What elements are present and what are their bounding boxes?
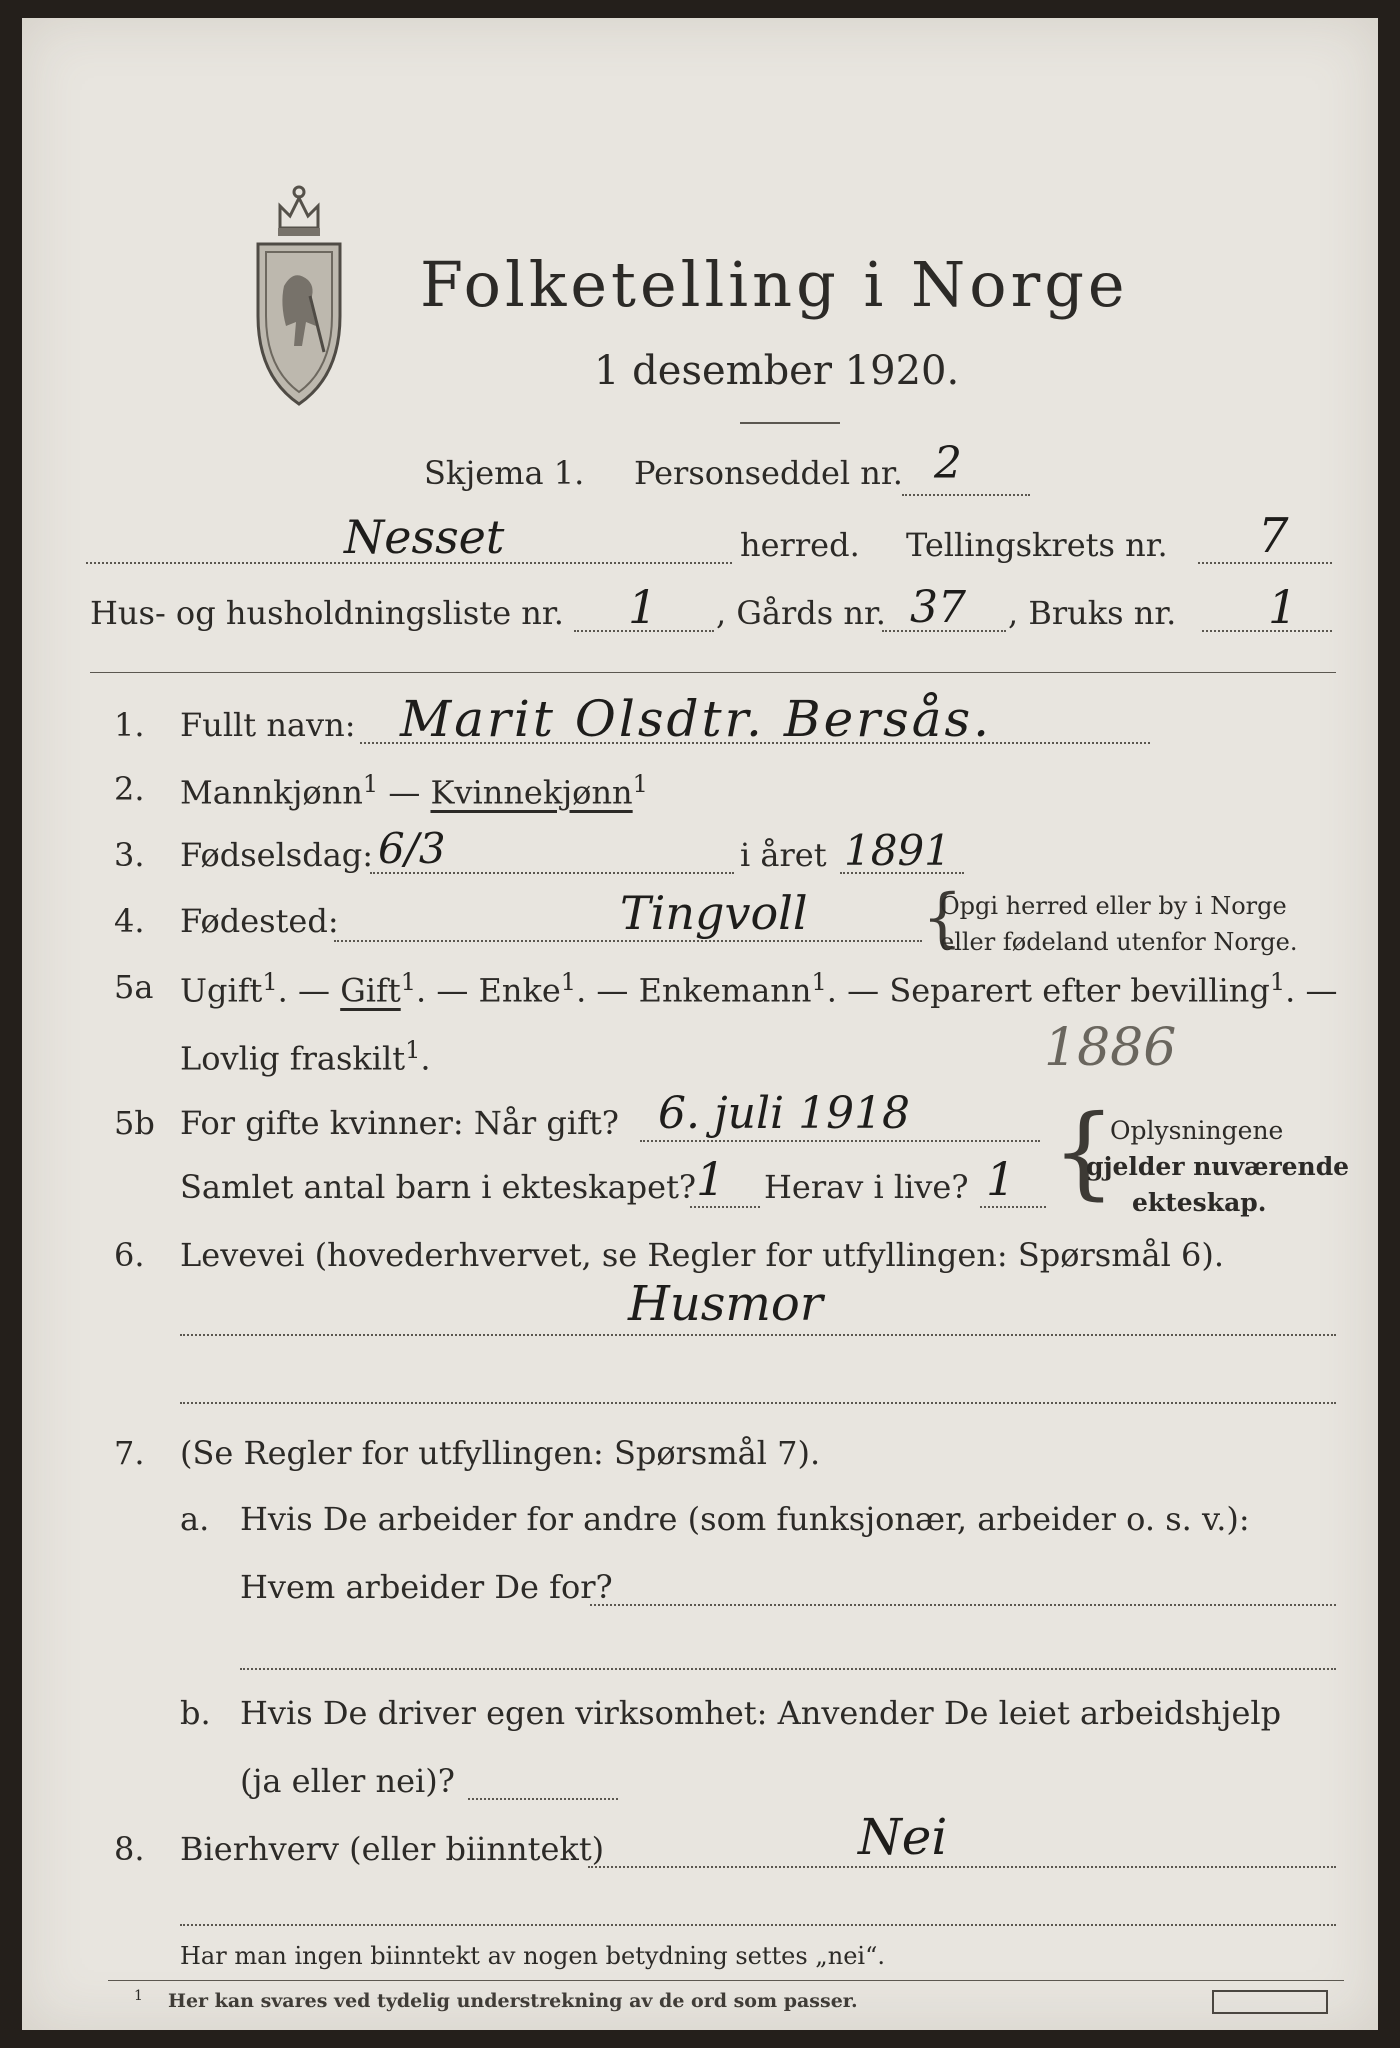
- hus-value: 1: [628, 580, 658, 634]
- married-when-label: For gifte kvinner: Når gift?: [180, 1104, 619, 1142]
- full-name-label: Fullt navn:: [180, 706, 356, 744]
- marriage-note-3: ekteskap.: [1132, 1188, 1267, 1217]
- skjema-label: Skjema 1.: [424, 454, 585, 492]
- birthplace-note-2: eller fødeland utenfor Norge.: [940, 928, 1298, 956]
- gards-label: , Gårds nr.: [716, 594, 886, 632]
- birthplace-note-1: Opgi herred eller by i Norge: [940, 892, 1287, 920]
- male-option: Mannkjønn: [180, 773, 363, 812]
- footer-divider: [108, 1980, 1344, 1981]
- married-when-line: [640, 1140, 1040, 1142]
- marital-status-options: Ugift$^1$. — Gift$^1$. — Enke$^1$. — Enkemann$^1$. — Separert efter bevilling$^1$. —: [180, 968, 1338, 1010]
- pencil-annotation: 1886: [1044, 1018, 1177, 1078]
- marriage-note-2: gjelder nuværende: [1086, 1152, 1350, 1181]
- birthplace-line: [334, 940, 922, 942]
- employer-line-1: [590, 1604, 1336, 1606]
- occupation-label: Levevei (hovederhvervet, se Regler for utfyllingen: Spørsmål 6).: [180, 1236, 1225, 1274]
- alive-label: Herav i live?: [764, 1168, 969, 1206]
- married-option-selected: Gift: [340, 971, 401, 1010]
- hired-help-line: [468, 1798, 618, 1800]
- birthdate-label: Fødselsdag:: [180, 836, 374, 874]
- personseddel-label: Personseddel nr.: [634, 454, 903, 492]
- sex-options: Mannkjønn$^1$ — Kvinnekjønn$^1$: [180, 770, 648, 812]
- children-label: Samlet antal barn i ekteskapet?: [180, 1168, 697, 1206]
- occupation-value: Husmor: [628, 1276, 823, 1332]
- birthplace-brace: {: [922, 881, 963, 955]
- personseddel-line: [902, 494, 1030, 496]
- census-date: 1 desember 1920.: [594, 348, 960, 394]
- marriage-note-brace: {: [1052, 1093, 1116, 1210]
- q7-number: 7.: [114, 1434, 145, 1472]
- footnote-text: Her kan svares ved tydelig understrekning av de ord som passer.: [168, 1990, 858, 2012]
- footnote-mark: 1: [134, 1988, 143, 2004]
- alive-line: [980, 1206, 1046, 1208]
- q3-number: 3.: [114, 836, 145, 874]
- employer-label: Hvem arbeider De for?: [240, 1568, 613, 1606]
- printer-stamp: [1212, 1990, 1328, 2014]
- herred-value: Nesset: [344, 510, 505, 564]
- title-divider: [740, 422, 840, 424]
- q8-number: 8.: [114, 1830, 145, 1868]
- divorced-option: Lovlig fraskilt$^1$.: [180, 1036, 431, 1078]
- q7b-number: b.: [180, 1694, 211, 1732]
- tellingskrets-label: Tellingskrets nr.: [906, 526, 1168, 564]
- gards-value: 37: [910, 582, 966, 633]
- tellingskrets-value: 7: [1258, 508, 1289, 564]
- children-value: 1: [696, 1152, 726, 1206]
- alive-value: 1: [986, 1152, 1016, 1206]
- marriage-note-1: Oplysningene: [1110, 1116, 1284, 1145]
- side-income-value: Nei: [858, 1808, 948, 1866]
- q7b-line-1: Hvis De driver egen virksomhet: Anvender De leiet arbeidshjelp: [240, 1694, 1282, 1732]
- married-when-value: 6. juli 1918: [658, 1088, 911, 1139]
- coat-of-arms-icon: [250, 176, 348, 408]
- occupation-line-2: [180, 1402, 1336, 1404]
- section-divider: [90, 672, 1336, 673]
- personseddel-value: 2: [934, 438, 962, 489]
- q2-number: 2.: [114, 770, 145, 808]
- birthplace-label: Fødested:: [180, 902, 339, 940]
- q7a-number: a.: [180, 1500, 210, 1538]
- birth-year-label: i året: [740, 836, 827, 874]
- full-name-value: Marit Olsdtr. Bersås.: [400, 690, 993, 748]
- q4-number: 4.: [114, 902, 145, 940]
- form-title: Folketelling i Norge: [420, 248, 1129, 321]
- q5b-number: 5b: [114, 1104, 155, 1142]
- birthdate-value: 6/3: [378, 824, 446, 873]
- children-line: [690, 1206, 760, 1208]
- hired-help-label: (ja eller nei)?: [240, 1762, 455, 1800]
- side-income-line-1: [588, 1866, 1336, 1868]
- q5a-number: 5a: [114, 968, 154, 1006]
- q1-number: 1.: [114, 706, 145, 744]
- q6-number: 6.: [114, 1236, 145, 1274]
- bruks-label: , Bruks nr.: [1008, 594, 1177, 632]
- occupation-line-1: [180, 1334, 1336, 1336]
- female-option: Kvinnekjønn: [430, 773, 633, 812]
- birth-year-value: 1891: [844, 826, 951, 875]
- birthplace-value: Tingvoll: [620, 886, 808, 940]
- herred-label: herred.: [740, 526, 860, 564]
- q7a-line-1: Hvis De arbeider for andre (som funksjonær, arbeider o. s. v.):: [240, 1500, 1250, 1538]
- q7-label: (Se Regler for utfyllingen: Spørsmål 7).: [180, 1434, 821, 1472]
- census-form-page: [22, 18, 1378, 2030]
- side-income-line-2: [180, 1924, 1336, 1926]
- hus-label: Hus- og husholdningsliste nr.: [90, 594, 564, 632]
- bruks-value: 1: [1268, 580, 1298, 634]
- side-income-label: Bierhverv (eller biinntekt): [180, 1830, 605, 1868]
- bruks-line: [1202, 630, 1332, 632]
- employer-line-2: [240, 1668, 1336, 1670]
- footer-note: Har man ingen biinntekt av nogen betydning settes „nei“.: [180, 1942, 885, 1970]
